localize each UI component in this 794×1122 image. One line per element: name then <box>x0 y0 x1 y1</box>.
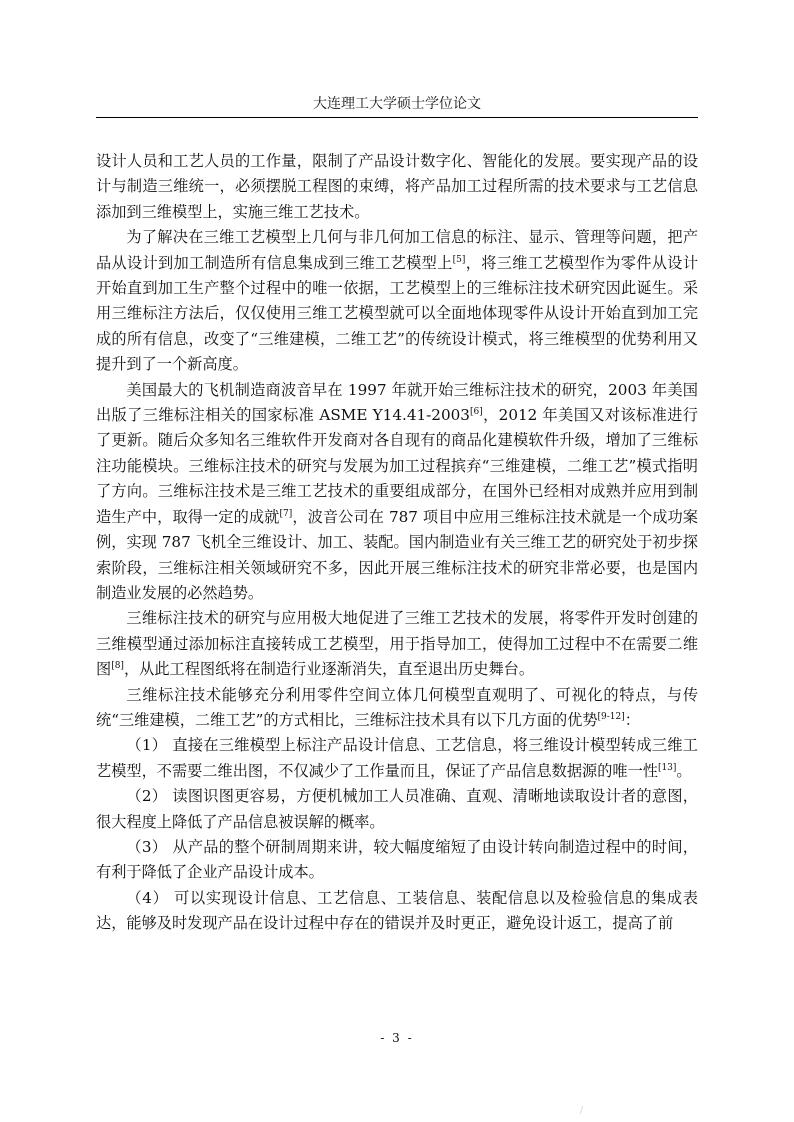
list-item-text: （4） 可以实现设计信息、工艺信息、工装信息、装配信息以及检验信息的集成表达，能够及时发现产品在设计过程中存在的错误并及时更正，避免设计返工，提高了前 <box>96 888 698 933</box>
citation: [6] <box>469 407 483 418</box>
paragraph <box>96 606 698 682</box>
list-item <box>96 886 698 937</box>
list-item-text: （1） 直接在三维模型上标注产品设计信息、工艺信息，将三维设计模型转成三维工艺模型，不需要二维出图，不仅减少了工作量而且，保证了产品信息数据源的唯一性 <box>96 736 698 780</box>
list-item <box>96 733 698 784</box>
paragraph <box>96 149 698 225</box>
header-rule <box>96 117 698 118</box>
running-header: 大连理工大学硕士学位论文 <box>313 96 481 112</box>
citation: [9-12] <box>597 711 625 722</box>
paragraph-text: 三维标注技术的研究与应用极大地促进了三维工艺技术的发展，将零件开发时创建的三维模型通过添加标注直接转成工艺模型，用于指导加工，使得加工过程中不在需要二维图 <box>96 609 698 679</box>
paragraph-text: ，波音公司在 787 项目中应用三维标注技术就是一个成功案例，实现 787 飞机全三维设计、加工、装配。国内制造业有关三维工艺的研究处于初步探索阶段，三维标注相关领域研究不多，因此开展三维标注技术的研究非常必要，也是国内制造业发展的必然趋势。 <box>96 507 698 602</box>
list-item-text: 。 <box>676 761 692 780</box>
paragraph-text: 三维标注技术能够充分利用零件空间立体几何模型直观明了、可视化的特点，与传统“三维建模，二维工艺”的方式相比，三维标注技术具有以下几方面的优势 <box>96 685 698 729</box>
corner-mark: / <box>580 1106 584 1116</box>
paragraph <box>96 683 698 734</box>
paragraph-text: ： <box>624 710 640 729</box>
list-item <box>96 784 698 835</box>
list-item-text: （3） 从产品的整个研制周期来讲，较大幅度缩短了由设计转向制造过程中的时间，有利于降低了企业产品设计成本。 <box>96 837 698 882</box>
page-number: - 3 - <box>380 1031 414 1045</box>
list-item <box>96 835 698 886</box>
paragraph <box>96 378 698 607</box>
paragraph-text: ，从此工程图纸将在制造行业逐渐消失，直至退出历史舞台。 <box>123 660 534 679</box>
citation: [8] <box>111 661 124 672</box>
paragraph <box>96 225 698 377</box>
paragraph-text: ，将三维工艺模型作为零件从设计开始直到加工生产整个过程中的唯一依据，工艺模型上的三维标注技术研究因此诞生。采用三维标注方法后，仅仅使用三维工艺模型就可以全面地体现零件从设计开始直到加工完成的所有信息，改变了“三维建模，二维工艺”的传统设计模式，将三维模型的优势利用又提升到了一个新高度。 <box>96 253 699 374</box>
body-text <box>96 149 698 937</box>
paragraph-text: 美国最大的飞机制造商波音早在 1997 年就开始三维标注技术的研究，2003 年美国出版了三维标注相关的国家标准 ASME Y14.41-2003 <box>96 380 698 425</box>
paragraph-text: ，2012 年美国又对该标准进行了更新。随后众多知名三维软件开发商对各自现有的商品化建模软件升级，增加了三维标注功能模块。三维标注技术的研究与发展为加工过程摈弃“三维建模，二维工艺”模式指明了方向。三维标注技术是三维工艺技术的重要组成部分，在国外已经相对成熟并应用到制造生产中，取得一定的成就 <box>96 406 698 526</box>
citation: [5] <box>452 254 466 265</box>
paragraph-text: 设计人员和工艺人员的工作量，限制了产品设计数字化、智能化的发展。要实现产品的设计与制造三维统一，必须摆脱工程图的束缚，将产品加工过程所需的技术要求与工艺信息添加到三维模型上，实施三维工艺技术。 <box>96 152 698 221</box>
list-item-text: （2） 读图识图更容易，方便机械加工人员准确、直观、清晰地读取设计者的意图，很大程度上降低了产品信息被误解的概率。 <box>96 787 698 831</box>
paragraph-text: 为了解决在三维工艺模型上几何与非几何加工信息的标注、显示、管理等问题，把产品从设计到加工制造所有信息集成到三维工艺模型上 <box>96 228 698 272</box>
citation: [13] <box>657 762 677 773</box>
citation: [7] <box>279 508 293 519</box>
